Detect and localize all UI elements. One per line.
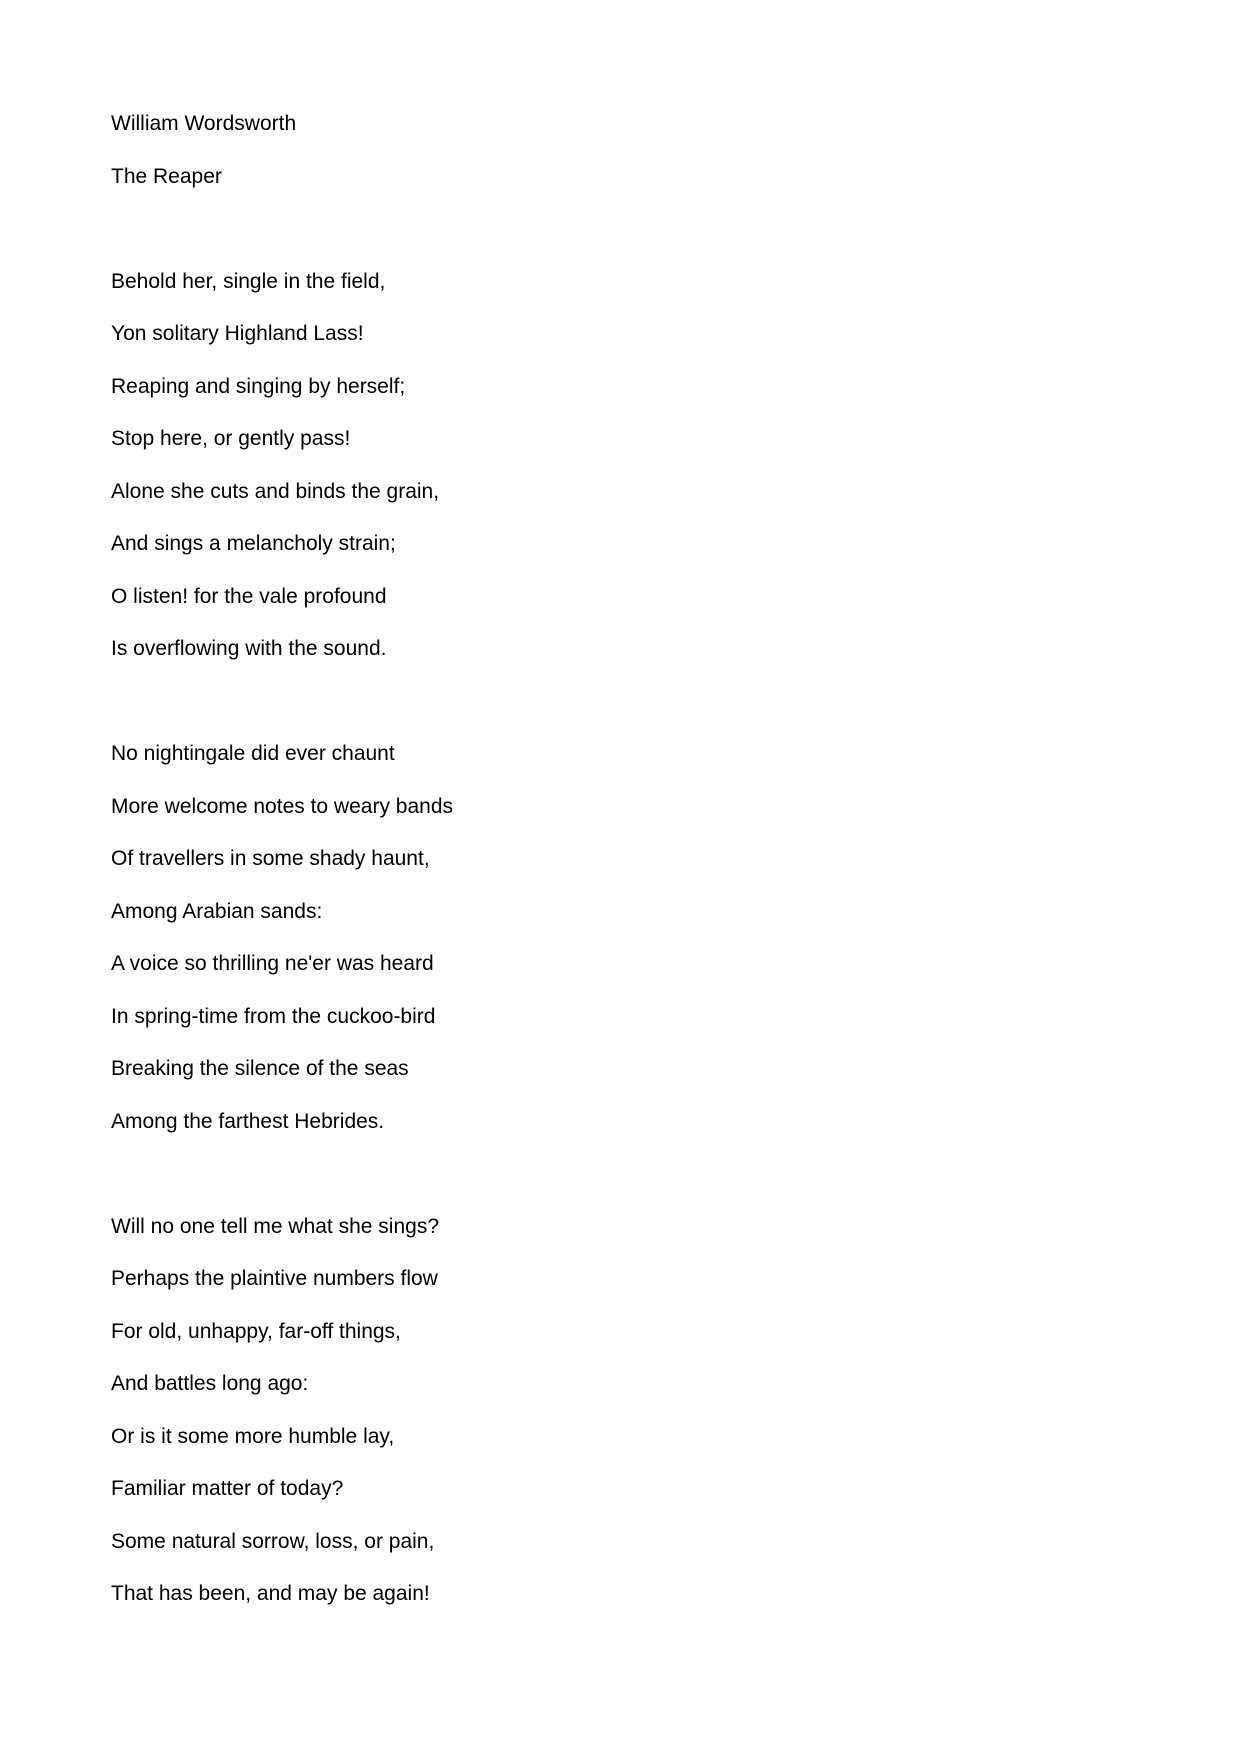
line-spacer [111,1292,1111,1319]
poem-line: No nightingale did ever chaunt [111,742,395,765]
poem-line: Among the farthest Hebrides. [111,1109,385,1133]
poem-line: Breaking the silence of the seas [111,1057,409,1080]
stanza-spacer [111,190,1111,269]
poem-line: Or is it some more humble lay, [111,1424,395,1448]
line-spacer [111,1502,1111,1529]
poem-line: O listen! for the vale profound [111,584,387,608]
poem-line: In spring-time from the cuckoo-bird [111,1004,436,1028]
poem-line: Behold her, single in the field, [111,269,386,293]
line-spacer [111,1450,1111,1477]
stanza-spacer [111,1135,1111,1214]
line-spacer [111,1397,1111,1424]
poem-line: Alone she cuts and binds the grain, [111,479,440,503]
line-spacer [111,925,1111,952]
line-spacer [111,1082,1111,1109]
line-spacer [111,400,1111,427]
poem-line: Among Arabian sands: [111,899,323,923]
poem-line: For old, unhappy, far-off things, [111,1319,401,1343]
line-spacer [111,1555,1111,1582]
line-spacer [111,1345,1111,1372]
line-spacer [111,820,1111,847]
poem-line: Will no one tell me what she sings? [111,1214,439,1238]
poem-line: Stop here, or gently pass! [111,427,351,450]
stanza-2 [111,741,1111,1135]
stanza-3 [111,1214,1111,1608]
line-spacer [111,1240,1111,1267]
line-spacer [111,610,1111,637]
poem-line: And sings a melancholy strain; [111,532,396,555]
line-spacer [111,1030,1111,1057]
line-spacer [111,767,1111,794]
line-spacer [111,505,1111,532]
poem-line: Reaping and singing by herself; [111,374,406,398]
line-spacer [111,452,1111,479]
poem-line: A voice so thrilling ne'er was heard [111,952,434,975]
line-spacer [111,295,1111,322]
line-spacer [111,977,1111,1004]
poem-line: Perhaps the plaintive numbers flow [111,1267,438,1290]
poem-title: The Reaper [111,164,222,188]
author-name: William Wordsworth [111,112,297,135]
poem-line: That has been, and may be again! [111,1582,430,1605]
poem-line: Some natural sorrow, loss, or pain, [111,1529,435,1553]
poem-line: And battles long ago: [111,1372,309,1395]
poem-line: More welcome notes to weary bands [111,794,453,818]
line-spacer [111,872,1111,899]
poem-line: Of travellers in some shady haunt, [111,847,430,870]
line-spacer [111,557,1111,584]
poem-line: Familiar matter of today? [111,1477,344,1500]
line-spacer [111,347,1111,374]
line-spacer [111,137,1111,164]
document-body [111,111,1111,1607]
stanza-1 [111,269,1111,663]
stanza-spacer [111,662,1111,741]
poem-line: Is overflowing with the sound. [111,637,387,660]
poem-line: Yon solitary Highland Lass! [111,322,364,345]
